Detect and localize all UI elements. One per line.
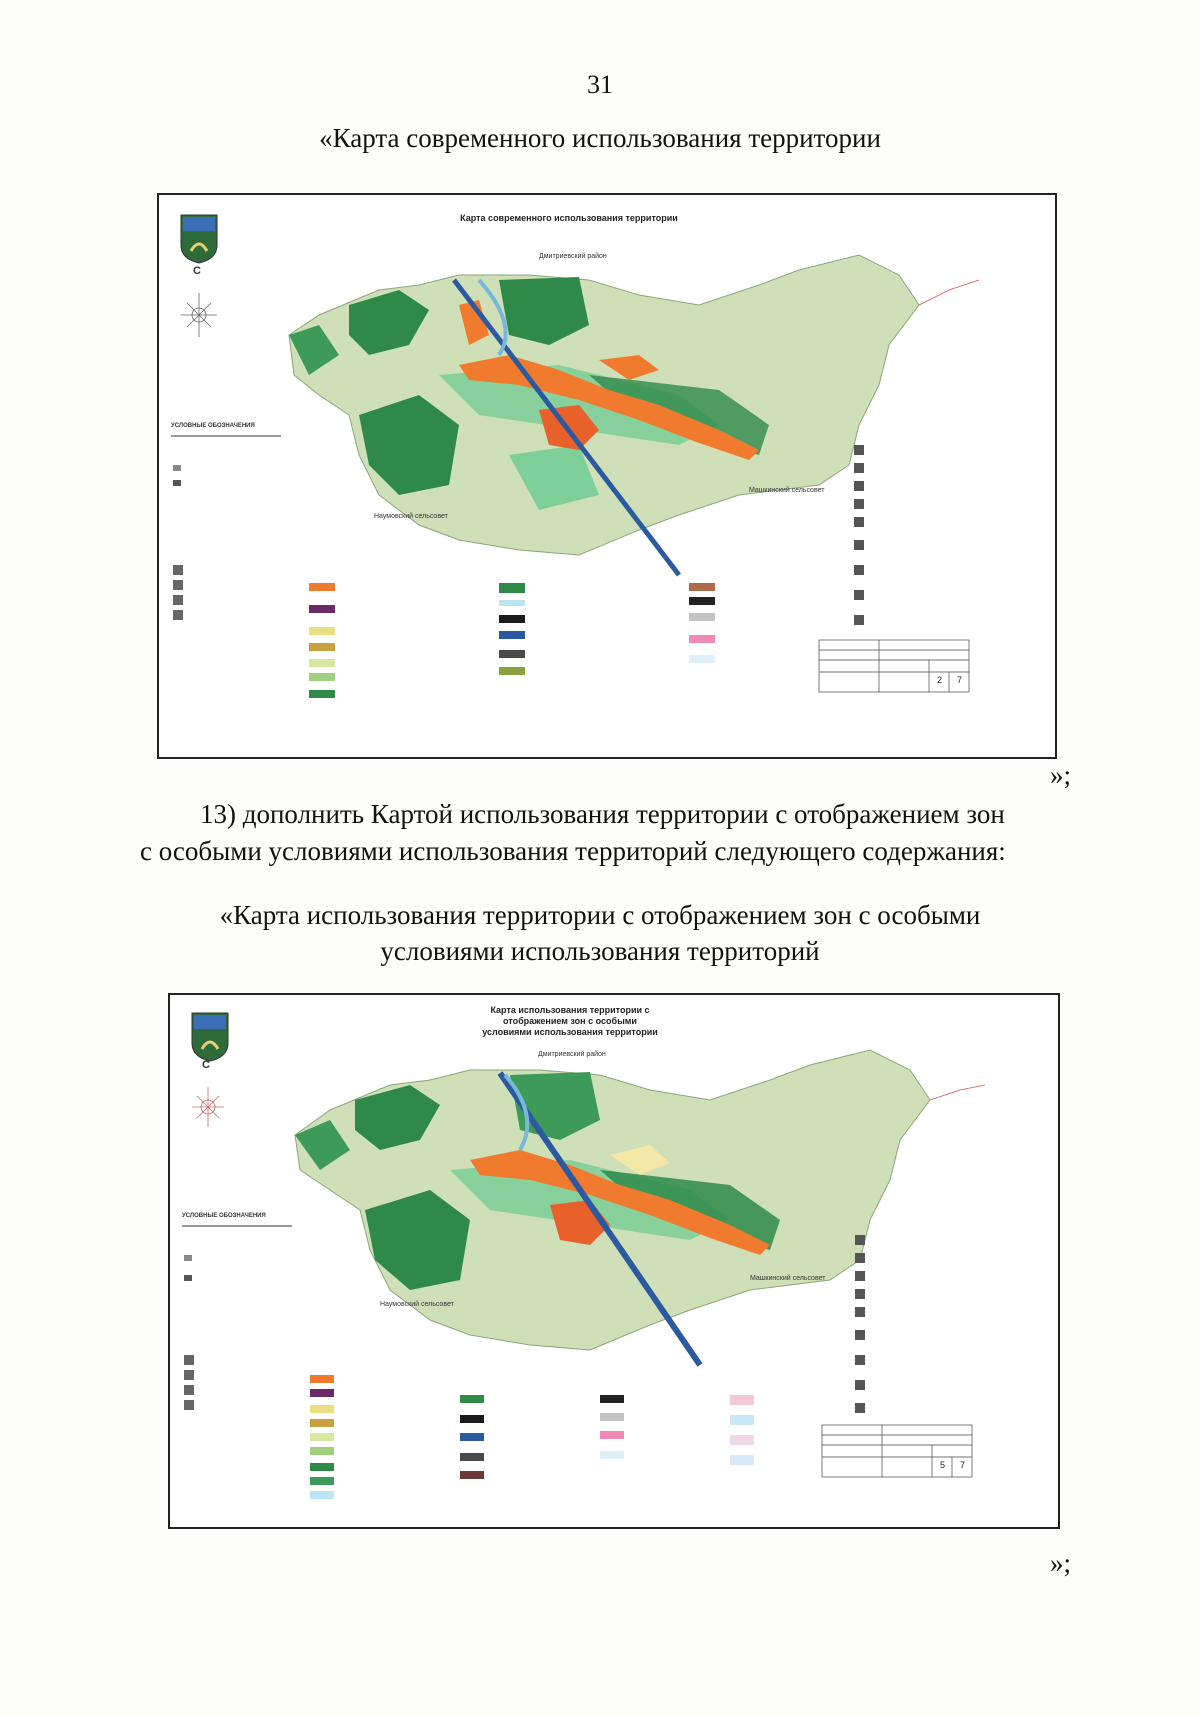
map1-drawing [159,195,1055,757]
map2-legend-left [182,1225,292,1410]
map1-closing-quote: »; [1050,760,1072,790]
map1-district-north: Дмитриевский район [539,253,607,260]
map2-heading-line1: «Карта использования территории с отображением зон с особыми [219,900,981,930]
map2-legend-title: УСЛОВНЫЕ ОБОЗНАЧЕНИЯ [182,1213,266,1219]
map1-compass-rose [181,293,217,337]
map2-drawing [170,995,1058,1527]
map2-heading-line2: условиями использования территорий [380,936,820,966]
map1-title: Карта современного использования территории [460,213,678,223]
map1-north-label: С [193,265,201,277]
item13-line2: с особыми условиями использования территорий следующего содержания: [140,836,1006,866]
map2-council-east: Машкинский сельсовет [750,1275,826,1282]
map1-heading: «Карта современного использования территории [319,123,881,153]
map2-council-west: Наумовский сельсовет [380,1301,454,1308]
map1-legend-left [171,435,281,620]
map2-title-line2: отображением зон с особыми [503,1016,637,1026]
map1-legend-bottom [309,583,715,698]
map2-legend-right [855,1235,865,1413]
map1-sheet-total: 7 [956,675,962,685]
map1-council-west: Наумовский сельсовет [374,513,448,520]
map1-council-east: Машкинский сельсовет [749,487,825,494]
map2-district-north: Дмитриевский район [538,1051,606,1058]
map2-sheet-number: 5 [939,1460,945,1470]
map2-title-line1: Карта использования территории с [490,1005,650,1015]
map2-coat-of-arms [192,1013,228,1061]
map1-coat-of-arms [181,215,217,263]
map2-title-line3: условиями использования территории [482,1027,658,1037]
map1-legend-right [854,445,864,625]
map2-frame [168,993,1060,1529]
map2-legend-bottom [310,1375,754,1499]
page-number: 31 [587,70,613,99]
map2-north-label: С [202,1059,210,1071]
map2-sheet-total: 7 [959,1460,965,1470]
map2-closing-quote: »; [1050,1548,1072,1578]
map1-sheet-number: 2 [936,675,942,685]
map1-legend-title: УСЛОВНЫЕ ОБОЗНАЧЕНИЯ [171,423,255,429]
map1-frame [157,193,1057,759]
item13-line1: 13) дополнить Картой использования территории с отображением зон [200,799,1005,829]
map2-compass-rose [192,1087,224,1127]
